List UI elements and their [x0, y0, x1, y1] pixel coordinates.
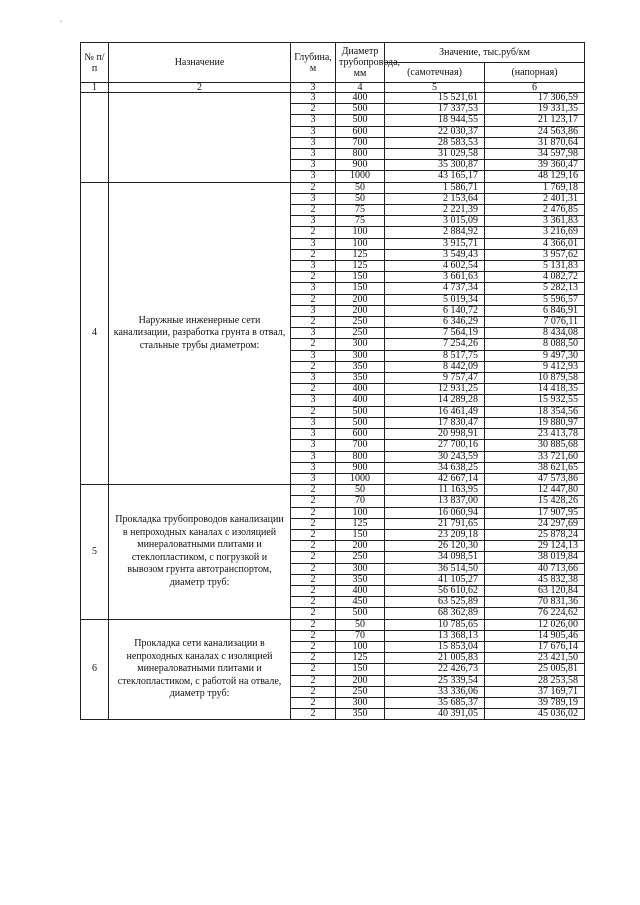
pressure-value-cell: 25 878,24 — [485, 529, 585, 540]
gravity-value-cell: 34 638,25 — [385, 462, 485, 473]
depth-cell: 3 — [291, 373, 336, 384]
gravity-value-cell: 11 163,95 — [385, 485, 485, 496]
pressure-value-cell: 28 253,58 — [485, 675, 585, 686]
gravity-value-cell: 30 243,59 — [385, 451, 485, 462]
gravity-value-cell: 6 140,72 — [385, 305, 485, 316]
pressure-value-cell: 40 713,66 — [485, 563, 585, 574]
column-index: 5 — [385, 83, 485, 93]
gravity-value-cell: 28 583,53 — [385, 137, 485, 148]
gravity-value-cell: 42 667,14 — [385, 473, 485, 484]
gravity-value-cell: 7 564,19 — [385, 328, 485, 339]
gravity-value-cell: 3 661,63 — [385, 272, 485, 283]
pressure-value-cell: 15 428,26 — [485, 496, 585, 507]
gravity-value-cell: 16 461,49 — [385, 406, 485, 417]
diameter-cell: 150 — [336, 272, 385, 283]
gravity-value-cell: 22 030,37 — [385, 126, 485, 137]
depth-cell: 2 — [291, 653, 336, 664]
pressure-value-cell: 17 676,14 — [485, 641, 585, 652]
diameter-cell: 1000 — [336, 473, 385, 484]
pressure-value-cell: 38 019,84 — [485, 552, 585, 563]
gravity-value-cell: 1 586,71 — [385, 182, 485, 193]
gravity-value-cell: 13 837,00 — [385, 496, 485, 507]
pressure-value-cell: 14 905,46 — [485, 630, 585, 641]
header-gravity: (самотечная) — [385, 63, 485, 83]
diameter-cell: 50 — [336, 619, 385, 630]
gravity-value-cell: 35 300,87 — [385, 160, 485, 171]
depth-cell: 2 — [291, 104, 336, 115]
pressure-value-cell: 31 870,64 — [485, 137, 585, 148]
diameter-cell: 70 — [336, 496, 385, 507]
gravity-value-cell: 3 549,43 — [385, 249, 485, 260]
gravity-value-cell: 20 998,91 — [385, 429, 485, 440]
gravity-value-cell: 2 221,39 — [385, 205, 485, 216]
gravity-value-cell: 43 165,17 — [385, 171, 485, 182]
gravity-value-cell: 21 005,83 — [385, 653, 485, 664]
gravity-value-cell: 35 685,37 — [385, 697, 485, 708]
diameter-cell: 300 — [336, 563, 385, 574]
diameter-cell: 125 — [336, 653, 385, 664]
depth-cell: 2 — [291, 361, 336, 372]
table-row — [81, 619, 585, 630]
depth-cell: 2 — [291, 585, 336, 596]
depth-cell: 2 — [291, 227, 336, 238]
depth-cell: 2 — [291, 541, 336, 552]
pressure-value-cell: 12 447,80 — [485, 485, 585, 496]
pressure-value-cell: 19 880,97 — [485, 417, 585, 428]
pressure-value-cell: 3 957,62 — [485, 249, 585, 260]
pressure-value-cell: 47 573,86 — [485, 473, 585, 484]
depth-cell: 3 — [291, 238, 336, 249]
depth-cell: 3 — [291, 328, 336, 339]
pressure-value-cell: 15 932,55 — [485, 395, 585, 406]
diameter-cell: 200 — [336, 541, 385, 552]
diameter-cell: 200 — [336, 294, 385, 305]
depth-cell: 3 — [291, 283, 336, 294]
diameter-cell: 600 — [336, 126, 385, 137]
gravity-value-cell: 31 029,58 — [385, 149, 485, 160]
diameter-cell: 900 — [336, 462, 385, 473]
gravity-value-cell: 2 884,92 — [385, 227, 485, 238]
diameter-cell: 50 — [336, 485, 385, 496]
depth-cell: 3 — [291, 451, 336, 462]
gravity-value-cell: 17 337,53 — [385, 104, 485, 115]
depth-cell: 2 — [291, 686, 336, 697]
gravity-value-cell: 14 289,28 — [385, 395, 485, 406]
depth-cell: 3 — [291, 462, 336, 473]
pressure-value-cell: 17 306,59 — [485, 93, 585, 104]
depth-cell: 3 — [291, 440, 336, 451]
diameter-cell: 100 — [336, 507, 385, 518]
pressure-value-cell: 37 169,71 — [485, 686, 585, 697]
pressure-value-cell: 48 129,16 — [485, 171, 585, 182]
pressure-value-cell: 39 360,47 — [485, 160, 585, 171]
pressure-value-cell: 24 297,69 — [485, 518, 585, 529]
diameter-cell: 250 — [336, 317, 385, 328]
depth-cell: 2 — [291, 563, 336, 574]
diameter-cell: 100 — [336, 641, 385, 652]
gravity-value-cell: 3 015,09 — [385, 216, 485, 227]
gravity-value-cell: 4 737,34 — [385, 283, 485, 294]
pressure-value-cell: 12 026,00 — [485, 619, 585, 630]
gravity-value-cell: 63 525,89 — [385, 597, 485, 608]
gravity-value-cell: 27 700,16 — [385, 440, 485, 451]
diameter-cell: 350 — [336, 574, 385, 585]
depth-cell: 2 — [291, 249, 336, 260]
pressure-value-cell: 76 224,62 — [485, 608, 585, 619]
depth-cell: 2 — [291, 518, 336, 529]
section-purpose — [109, 93, 291, 183]
depth-cell: 2 — [291, 272, 336, 283]
gravity-value-cell: 18 944,55 — [385, 115, 485, 126]
table-row — [81, 485, 585, 496]
depth-cell: 2 — [291, 697, 336, 708]
gravity-value-cell: 8 442,09 — [385, 361, 485, 372]
column-index: 4 — [336, 83, 385, 93]
pressure-value-cell: 45 832,38 — [485, 574, 585, 585]
gravity-value-cell: 56 610,62 — [385, 585, 485, 596]
section-purpose: Прокладка трубопроводов канализации в непроходных каналах с изоляцией минераловатными плитами и стеклопластиком, с погрузкой и вывозом грунта автотранспортом, диаметр труб: — [109, 485, 291, 619]
column-index-row — [81, 83, 585, 93]
diameter-cell: 800 — [336, 149, 385, 160]
pressure-value-cell: 14 418,35 — [485, 384, 585, 395]
depth-cell: 2 — [291, 608, 336, 619]
diameter-cell: 400 — [336, 585, 385, 596]
diameter-cell: 125 — [336, 249, 385, 260]
diameter-cell: 70 — [336, 630, 385, 641]
diameter-cell: 700 — [336, 440, 385, 451]
depth-cell: 2 — [291, 552, 336, 563]
pressure-value-cell: 5 596,57 — [485, 294, 585, 305]
pressure-value-cell: 19 331,35 — [485, 104, 585, 115]
pressure-value-cell: 9 412,93 — [485, 361, 585, 372]
diameter-cell: 150 — [336, 529, 385, 540]
pressure-value-cell: 7 076,11 — [485, 317, 585, 328]
depth-cell: 3 — [291, 261, 336, 272]
depth-cell: 3 — [291, 126, 336, 137]
gravity-value-cell: 36 514,50 — [385, 563, 485, 574]
column-index: 3 — [291, 83, 336, 93]
depth-cell: 2 — [291, 709, 336, 720]
pressure-value-cell: 5 282,13 — [485, 283, 585, 294]
pressure-value-cell: 39 789,19 — [485, 697, 585, 708]
gravity-value-cell: 7 254,26 — [385, 339, 485, 350]
diameter-cell: 350 — [336, 709, 385, 720]
diameter-cell: 1000 — [336, 171, 385, 182]
gravity-value-cell: 15 853,04 — [385, 641, 485, 652]
depth-cell: 2 — [291, 317, 336, 328]
price-table — [80, 42, 585, 720]
gravity-value-cell: 40 391,05 — [385, 709, 485, 720]
diameter-cell: 700 — [336, 137, 385, 148]
diameter-cell: 400 — [336, 93, 385, 104]
depth-cell: 2 — [291, 619, 336, 630]
pressure-value-cell: 30 885,68 — [485, 440, 585, 451]
depth-cell: 3 — [291, 171, 336, 182]
scan-mark: . — [60, 14, 63, 24]
pressure-value-cell: 24 563,86 — [485, 126, 585, 137]
section-purpose: Прокладка сети канализации в непроходных каналах с изоляцией минераловатными плитами и стеклопластиком, с работой на отвале, диаметр труб: — [109, 619, 291, 720]
diameter-cell: 500 — [336, 104, 385, 115]
pressure-value-cell: 4 366,01 — [485, 238, 585, 249]
pressure-value-cell: 17 907,95 — [485, 507, 585, 518]
pressure-value-cell: 38 621,65 — [485, 462, 585, 473]
pressure-value-cell: 10 879,58 — [485, 373, 585, 384]
pressure-value-cell: 8 088,50 — [485, 339, 585, 350]
gravity-value-cell: 25 339,54 — [385, 675, 485, 686]
gravity-value-cell: 34 098,51 — [385, 552, 485, 563]
diameter-cell: 350 — [336, 373, 385, 384]
section-number: 4 — [81, 182, 109, 484]
depth-cell: 2 — [291, 597, 336, 608]
diameter-cell: 100 — [336, 227, 385, 238]
diameter-cell: 450 — [336, 597, 385, 608]
pressure-value-cell: 5 131,83 — [485, 261, 585, 272]
header-value: Значение, тыс.руб/км — [385, 43, 585, 63]
section-number: 6 — [81, 619, 109, 720]
diameter-cell: 75 — [336, 216, 385, 227]
gravity-value-cell: 10 785,65 — [385, 619, 485, 630]
section-number: 5 — [81, 485, 109, 619]
pressure-value-cell: 34 597,98 — [485, 149, 585, 160]
diameter-cell: 600 — [336, 429, 385, 440]
depth-cell: 2 — [291, 664, 336, 675]
pressure-value-cell: 70 831,36 — [485, 597, 585, 608]
pressure-value-cell: 9 497,30 — [485, 350, 585, 361]
diameter-cell: 150 — [336, 283, 385, 294]
pressure-value-cell: 3 361,83 — [485, 216, 585, 227]
diameter-cell: 200 — [336, 305, 385, 316]
depth-cell: 2 — [291, 641, 336, 652]
depth-cell: 2 — [291, 507, 336, 518]
pressure-value-cell: 6 846,91 — [485, 305, 585, 316]
diameter-cell: 300 — [336, 339, 385, 350]
depth-cell: 2 — [291, 205, 336, 216]
pressure-value-cell: 8 434,08 — [485, 328, 585, 339]
header-diameter: Диаметр трубопровода, мм — [336, 43, 385, 83]
depth-cell: 3 — [291, 115, 336, 126]
depth-cell: 2 — [291, 630, 336, 641]
gravity-value-cell: 15 521,61 — [385, 93, 485, 104]
depth-cell: 2 — [291, 485, 336, 496]
depth-cell: 2 — [291, 529, 336, 540]
depth-cell: 3 — [291, 473, 336, 484]
column-index: 6 — [485, 83, 585, 93]
pressure-value-cell: 3 216,69 — [485, 227, 585, 238]
diameter-cell: 500 — [336, 417, 385, 428]
depth-cell: 3 — [291, 149, 336, 160]
pressure-value-cell: 29 124,13 — [485, 541, 585, 552]
gravity-value-cell: 41 105,27 — [385, 574, 485, 585]
diameter-cell: 250 — [336, 328, 385, 339]
gravity-value-cell: 5 019,34 — [385, 294, 485, 305]
depth-cell: 2 — [291, 406, 336, 417]
diameter-cell: 300 — [336, 697, 385, 708]
pressure-value-cell: 33 721,60 — [485, 451, 585, 462]
diameter-cell: 300 — [336, 350, 385, 361]
depth-cell: 2 — [291, 574, 336, 585]
depth-cell: 2 — [291, 384, 336, 395]
depth-cell: 2 — [291, 675, 336, 686]
diameter-cell: 500 — [336, 115, 385, 126]
diameter-cell: 50 — [336, 182, 385, 193]
depth-cell: 2 — [291, 182, 336, 193]
gravity-value-cell: 33 336,06 — [385, 686, 485, 697]
depth-cell: 2 — [291, 294, 336, 305]
pressure-value-cell: 25 005,81 — [485, 664, 585, 675]
gravity-value-cell: 68 362,89 — [385, 608, 485, 619]
diameter-cell: 125 — [336, 261, 385, 272]
diameter-cell: 400 — [336, 384, 385, 395]
pressure-value-cell: 21 123,17 — [485, 115, 585, 126]
depth-cell: 2 — [291, 496, 336, 507]
diameter-cell: 75 — [336, 205, 385, 216]
column-index: 1 — [81, 83, 109, 93]
depth-cell: 3 — [291, 417, 336, 428]
pressure-value-cell: 45 036,02 — [485, 709, 585, 720]
diameter-cell: 500 — [336, 406, 385, 417]
diameter-cell: 800 — [336, 451, 385, 462]
pressure-value-cell: 63 120,84 — [485, 585, 585, 596]
depth-cell: 3 — [291, 395, 336, 406]
table-row — [81, 182, 585, 193]
gravity-value-cell: 2 153,64 — [385, 193, 485, 204]
diameter-cell: 250 — [336, 686, 385, 697]
depth-cell: 3 — [291, 216, 336, 227]
gravity-value-cell: 4 602,54 — [385, 261, 485, 272]
depth-cell: 3 — [291, 193, 336, 204]
diameter-cell: 125 — [336, 518, 385, 529]
table-row — [81, 93, 585, 104]
header-pressure: (напорная) — [485, 63, 585, 83]
gravity-value-cell: 16 060,94 — [385, 507, 485, 518]
gravity-value-cell: 17 830,47 — [385, 417, 485, 428]
header-depth: Глубина, м — [291, 43, 336, 83]
diameter-cell: 900 — [336, 160, 385, 171]
gravity-value-cell: 6 346,29 — [385, 317, 485, 328]
diameter-cell: 350 — [336, 361, 385, 372]
depth-cell: 3 — [291, 93, 336, 104]
gravity-value-cell: 26 120,30 — [385, 541, 485, 552]
depth-cell: 2 — [291, 339, 336, 350]
diameter-cell: 50 — [336, 193, 385, 204]
diameter-cell: 250 — [336, 552, 385, 563]
gravity-value-cell: 12 931,25 — [385, 384, 485, 395]
pressure-value-cell: 1 769,18 — [485, 182, 585, 193]
table-body — [81, 83, 585, 720]
pressure-value-cell: 4 082,72 — [485, 272, 585, 283]
pressure-value-cell: 18 354,56 — [485, 406, 585, 417]
gravity-value-cell: 13 368,13 — [385, 630, 485, 641]
pressure-value-cell: 2 401,31 — [485, 193, 585, 204]
section-purpose: Наружные инженерные сети канализации, разработка грунта в отвал, стальные трубы диаметром: — [109, 182, 291, 484]
gravity-value-cell: 23 209,18 — [385, 529, 485, 540]
gravity-value-cell: 21 791,65 — [385, 518, 485, 529]
header-purpose: Назначение — [109, 43, 291, 83]
diameter-cell: 200 — [336, 675, 385, 686]
gravity-value-cell: 22 426,73 — [385, 664, 485, 675]
header-number: № п/п — [81, 43, 109, 83]
depth-cell: 3 — [291, 137, 336, 148]
depth-cell: 3 — [291, 350, 336, 361]
diameter-cell: 400 — [336, 395, 385, 406]
pressure-value-cell: 23 413,78 — [485, 429, 585, 440]
depth-cell: 3 — [291, 429, 336, 440]
gravity-value-cell: 3 915,71 — [385, 238, 485, 249]
depth-cell: 3 — [291, 160, 336, 171]
section-number — [81, 93, 109, 183]
diameter-cell: 150 — [336, 664, 385, 675]
gravity-value-cell: 8 517,75 — [385, 350, 485, 361]
pressure-value-cell: 23 421,50 — [485, 653, 585, 664]
diameter-cell: 100 — [336, 238, 385, 249]
gravity-value-cell: 9 757,47 — [385, 373, 485, 384]
pressure-value-cell: 2 476,85 — [485, 205, 585, 216]
column-index: 2 — [109, 83, 291, 93]
depth-cell: 3 — [291, 305, 336, 316]
diameter-cell: 500 — [336, 608, 385, 619]
